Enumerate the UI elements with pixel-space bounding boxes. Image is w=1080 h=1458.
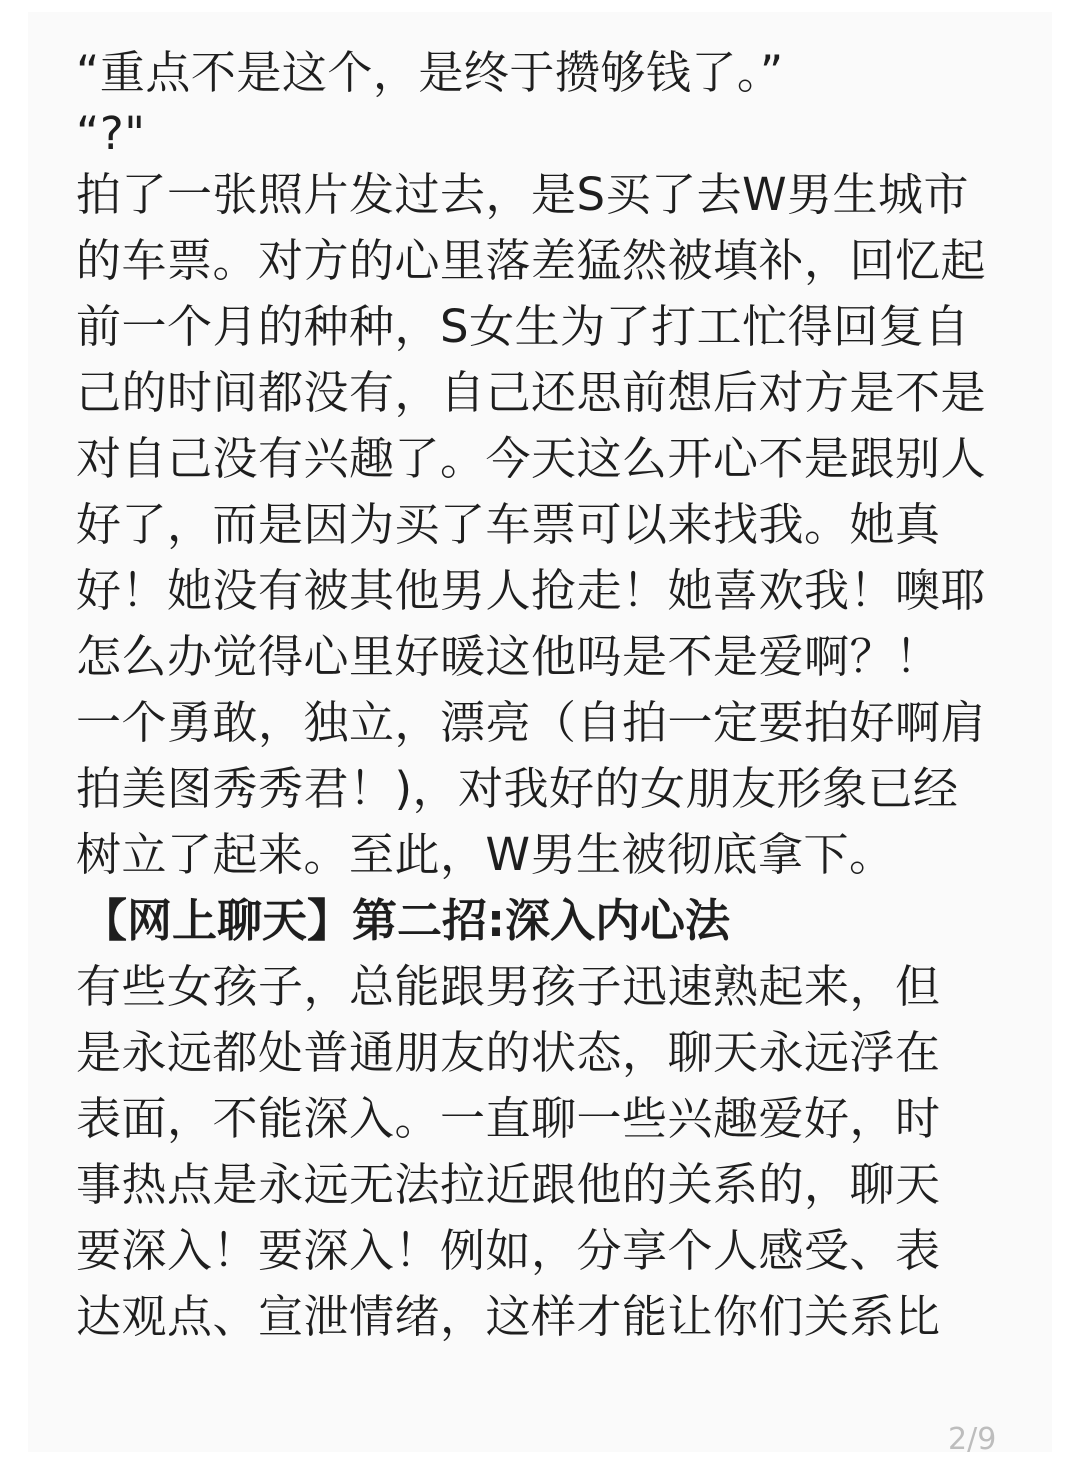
text-line: 事热点是永远无法拉近跟他的关系的，聊天 [76,1158,941,1211]
text-line: 怎么办觉得心里好暖这他吗是不是爱啊？！ [76,630,941,683]
text-line: 前一个月的种种，S女生为了打工忙得回复自 [76,300,970,353]
text-line: 拍美图秀秀君！)，对我好的女朋友形象已经 [76,762,959,815]
section-heading: 【网上聊天】第二招:深入内心法 [82,894,730,947]
text-line: 表面，不能深入。一直聊一些兴趣爱好，时 [76,1092,941,1145]
text-line: 是永远都处普通朋友的状态，聊天永远浮在 [76,1026,941,1079]
page-indicator: 2/9 [948,1422,997,1457]
text-line: “?" [76,107,146,160]
text-line: 树立了起来。至此，W男生被彻底拿下。 [76,828,895,881]
text-line: 拍了一张照片发过去，是S买了去W男生城市 [76,168,970,221]
text-line: 一个勇敢，独立，漂亮（自拍一定要拍好啊肩 [76,696,987,749]
text-line: 达观点、宣泄情绪，这样才能让你们关系比 [76,1290,941,1343]
text-line: 的车票。对方的心里落差猛然被填补，回忆起 [76,234,987,287]
text-line: “重点不是这个，是终于攒够钱了。” [76,46,784,99]
text-line: 好！她没有被其他男人抢走！她喜欢我！噢耶 [76,564,987,617]
text-line: 有些女孩子，总能跟男孩子迅速熟起来，但 [76,960,941,1013]
text-line: 要深入！要深入！例如，分享个人感受、表 [76,1224,941,1277]
text-line: 对自己没有兴趣了。今天这么开心不是跟别人 [76,432,987,485]
text-line: 好了，而是因为买了车票可以来找我。她真 [76,498,941,551]
article-body [76,40,1016,1350]
text-line: 己的时间都没有，自己还思前想后对方是不是 [76,366,987,419]
